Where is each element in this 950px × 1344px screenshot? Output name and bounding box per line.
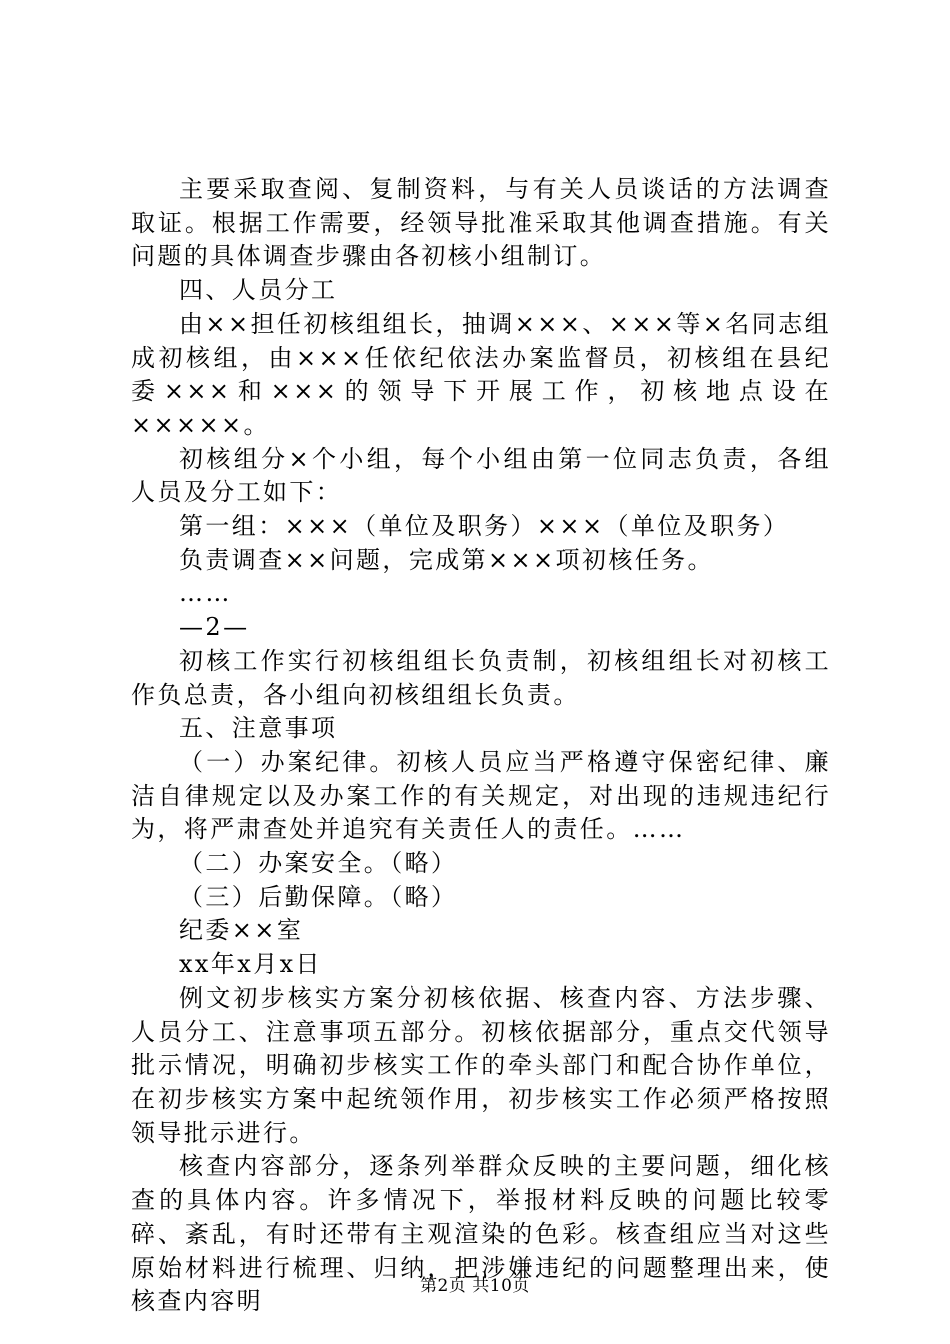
paragraph: 初核组分×个小组，每个小组由第一位同志负责，各组人员及分工如下： [131, 444, 831, 507]
section-heading: 五、注意事项 [179, 714, 338, 743]
paragraph: （一）办案纪律。初核人员应当严格遵守保密纪律、廉洁自律规定以及办案工作的有关规定，对出现的违规违纪行为，将严肃查处并追究有关责任人的责任。…… [131, 747, 831, 844]
paragraph: 主要采取查阅、复制资料，与有关人员谈话的方法调查取证。根据工作需要，经领导批准采取其他调查措施。有关问题的具体调查步骤由各初核小组制订。 [131, 175, 831, 271]
paragraph: 例文初步核实方案分初核依据、核查内容、方法步骤、人员分工、注意事项五部分。初核依据部分，重点交代领导批示情况，明确初步核实工作的牵头部门和配合协作单位，在初步核实方案中起统领作用，初步核实工作必须严格按照领导批示进行。 [131, 983, 831, 1147]
paragraph: 由××担任初核组组长，抽调×××、×××等×名同志组成初核组，由×××任依纪依法办案监督员，初核组在县纪委×××和×××的领导下开展工作，初核地点设在×××××。 [131, 309, 831, 439]
inline-page-number: —2— [179, 613, 250, 642]
page-footer: 第2页 共10页 [420, 1276, 530, 1296]
paragraph: （三）后勤保障。（略） [179, 882, 458, 911]
paragraph: 第一组：×××（单位及职务）×××（单位及职务） [179, 512, 790, 541]
paragraph: 初核工作实行初核组组长负责制，初核组组长对初核工作负总责，各小组向初核组组长负责。 [131, 646, 831, 709]
ellipsis-line: …… [179, 579, 232, 608]
paragraph: （二）办案安全。（略） [179, 849, 458, 878]
section-heading: 四、人员分工 [179, 276, 338, 305]
paragraph: 核查内容部分，逐条列举群众反映的主要问题，细化核查的具体内容。许多情况下，举报材料反映的问题比较零碎、紊乱，有时还带有主观渲染的色彩。核查组应当对这些原始材料进行梳理、归纳，把涉嫌违纪的问题整理出来，使核查内容明 [131, 1152, 831, 1316]
document-body [131, 173, 831, 1319]
signature-date: xx年x月x日 [179, 950, 322, 979]
paragraph: 负责调查××问题，完成第×××项初核任务。 [179, 545, 714, 574]
signature-office: 纪委××室 [179, 916, 304, 945]
